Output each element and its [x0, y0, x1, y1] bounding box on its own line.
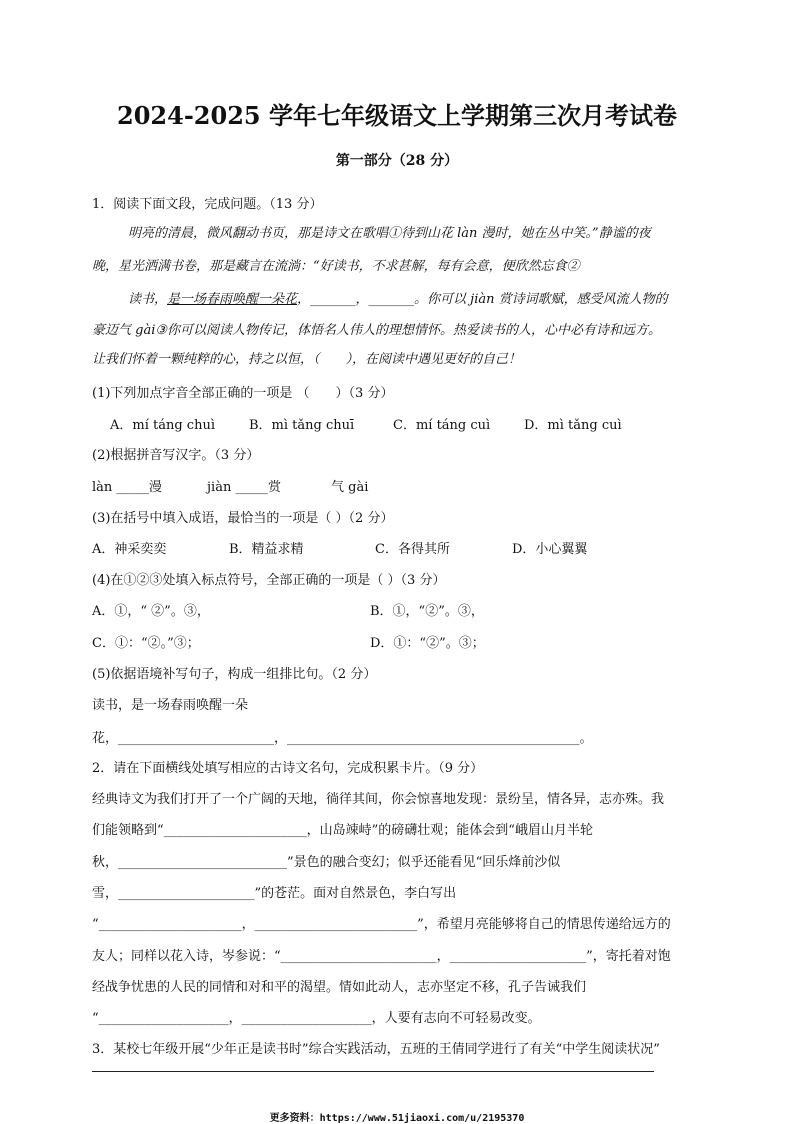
passage-fragment: ，_______，_______。你可以 jiàn 赏诗词歌赋，感受风流人物的	[297, 292, 668, 307]
card-line: “____________________，____________________，人要有志向不可轻易改变。	[92, 1011, 541, 1026]
option-a: A．神采奕奕	[92, 542, 167, 557]
option-c: C．①：“②。”③；	[92, 636, 200, 651]
option-b: B．精益求精	[229, 542, 304, 557]
question-2-heading: 2．请在下面横线处填写相应的古诗文名句，完成积累卡片。（9 分）	[92, 761, 484, 776]
passage-line: 让我们怀着一颗纯粹的心，持之以恒，（ ），在阅读中遇见更好的自己！	[92, 352, 522, 367]
subquestion-5: (5)依据语境补写句子，构成一组排比句。（2 分）	[92, 667, 377, 682]
option-b: B．mì tǎng chuī	[249, 418, 355, 433]
subquestion-4: (4)在①②③处填入标点符号，全部正确的一项是（ ）（3 分）	[92, 573, 446, 588]
pinyin-blank: làn _____漫	[92, 480, 162, 495]
passage-fragment: 读书，	[128, 292, 168, 307]
card-line: 友人；同样以花入诗，岑参说：“________________________，_____________________”，寄托着对饱	[92, 949, 671, 964]
question-3-heading: 3．某校七年级开展“少年正是读书时”综合实践活动，五班的王倩同学进行了有关“中学生阅读状况”	[92, 1042, 660, 1057]
passage-line: 晚，星光洒满书卷，那是藏言在流淌：“好读书，不求甚解，每有会意，便欣然忘食②	[92, 259, 580, 274]
subquestion-2: (2)根据拼音写汉字。（3 分）	[92, 448, 260, 463]
passage-line: 豪迈气 gài③你可以阅读人物传记，体悟名人伟人的理想情怀。热爱读书的人，心中必有诗和远方。	[92, 323, 662, 338]
question-1-heading: 1．阅读下面文段，完成问题。（13 分）	[92, 197, 323, 212]
option-b: B．①，“②”。③，	[370, 604, 484, 619]
card-line: 们能领略到“______________________，山岛竦峙”的磅礴壮观；能体会到“峨眉山月半轮	[92, 823, 593, 838]
footer-link[interactable]: 更多资料：https://www.51jiaoxi.com/u/2195370	[269, 1113, 525, 1124]
exam-title: 2024-2025 学年七年级语文上学期第三次月考试卷	[117, 101, 677, 130]
option-d: D．①：“②”。③；	[370, 636, 485, 651]
underlined-phrase: 是一场春雨唤醒一朵花	[167, 292, 298, 307]
option-c: C．各得其所	[375, 542, 450, 557]
option-d: D．mì tǎng cuì	[524, 418, 622, 433]
answer-line: 读书，是一场春雨唤醒一朵	[92, 698, 249, 713]
card-line: “______________________，_________________________”，希望月亮能够将自己的情思传递给远方的	[92, 917, 671, 932]
card-line: 秋，__________________________”景色的融合变幻；似乎还能看见“回乐烽前沙似	[92, 855, 561, 870]
divider	[92, 1071, 654, 1072]
subquestion-1: (1)下列加点字音全部正确的一项是 （ ）（3 分）	[92, 386, 394, 401]
card-line: 经战争忧患的人民的同情和对和平的渴望。情如此动人，志亦坚定不移，孔子告诫我们	[92, 980, 587, 995]
subquestion-3: (3)在括号中填入成语，最恰当的一项是（ ）（2 分）	[92, 511, 394, 526]
option-c: C．mí táng cuì	[393, 418, 491, 433]
option-a: A．①，“ ②”。③，	[92, 604, 210, 619]
option-a: A．mí táng chuì	[110, 418, 215, 433]
passage-line	[128, 292, 668, 308]
pinyin-blank: jiàn _____赏	[207, 480, 281, 495]
part-heading: 第一部分（28 分）	[335, 153, 459, 169]
pinyin-blank: 气 gài	[331, 480, 369, 495]
answer-line: 花，________________________，_____________________________________________。	[92, 731, 593, 746]
passage-line: 明亮的清晨，微风翻动书页，那是诗文在歌唱①待到山花 làn 漫时，她在丛中笑。”静谧的夜	[128, 226, 651, 241]
card-line: 经典诗文为我们打开了一个广阔的天地，徜徉其间，你会惊喜地发现：景纷呈，情各异，志亦殊。我	[92, 792, 665, 807]
card-line: 雪，_____________________”的苍茫。面对自然景色，李白写出	[92, 886, 457, 901]
option-d: D．小心翼翼	[512, 542, 588, 557]
